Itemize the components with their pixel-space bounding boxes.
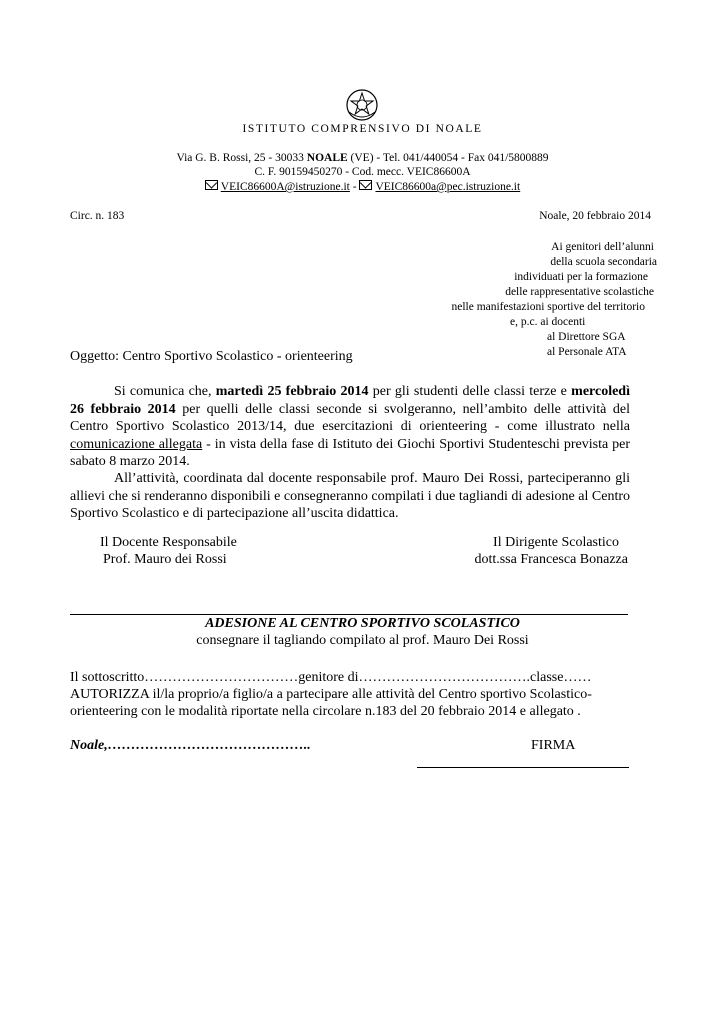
institute-name: ISTITUTO COMPRENSIVO DI NOALE	[242, 123, 483, 135]
envelope-icon	[205, 180, 218, 190]
recipient-line: e, p.c. ai docenti	[510, 316, 586, 328]
circular-number: Circ. n. 183	[70, 210, 125, 222]
subject-line: Oggetto: Centro Sportivo Scolastico - orienteering	[70, 349, 353, 364]
italian-republic-emblem-icon	[345, 88, 379, 122]
recipient-line: al Direttore SGA	[547, 331, 626, 343]
form-line-2: AUTORIZZA il/la proprio/a figlio/a a partecipare alle attività del Centro sportivo Scolastico-	[70, 687, 592, 702]
institute-address: Via G. B. Rossi, 25 - 30033 NOALE (VE) - Tel. 041/440054 - Fax 041/5800889	[176, 152, 549, 164]
recipient-line: Ai genitori dell’alunni	[551, 241, 654, 253]
place-date: Noale, 20 febbraio 2014	[539, 210, 651, 222]
signature-line	[417, 767, 629, 768]
recipient-line: delle rappresentative scolastiche	[505, 286, 654, 298]
body-paragraph-2: All’attività, coordinata dal docente responsabile prof. Mauro Dei Rossi, parteciperanno gli allievi che si renderanno disponibili e consegneranno compilati i due tagliandi di adesione al Centro Sportivo Scolastico e di partecipazione all’uscita didattica.	[70, 471, 630, 522]
form-signature-label: FIRMA	[531, 738, 576, 753]
recipient-line: al Personale ATA	[547, 346, 627, 358]
institute-codes: C. F. 90159450270 - Cod. mecc. VEIC86600A	[254, 166, 471, 178]
recipient-line: della scuola secondaria	[550, 256, 657, 268]
signature-right-role: Il Dirigente Scolastico	[493, 535, 619, 550]
recipient-line: nelle manifestazioni sportive del territorio	[451, 301, 645, 313]
form-subtitle: consegnare il tagliando compilato al prof. Mauro Dei Rossi	[196, 633, 529, 648]
recipient-line: individuati per la formazione	[514, 271, 648, 283]
envelope-icon	[359, 180, 372, 190]
cut-line	[70, 614, 628, 615]
signature-right-name: dott.ssa Francesca Bonazza	[474, 552, 628, 567]
form-line-3: orienteering con le modalità riportate nella circolare n.183 del 20 febbraio 2014 e allegato .	[70, 704, 581, 719]
form-line-1: Il sottoscritto……………………………genitore di……………………………….classe……	[70, 670, 592, 685]
email-link-2[interactable]: VEIC86600a@pec.istruzione.it	[375, 181, 521, 193]
body-paragraph-1: Si comunica che, martedì 25 febbraio 2014 per gli studenti delle classi terze e mercoledì 26 febbraio 2014 per quelli delle classi seconde si svolgeranno, nell’ambito delle attività del Centro Sportivo Scolastico 2013/14, due esercitazioni di orienteering - come illustrato nella comunicazione allegata - in vista della fase di Istituto dei Giochi Sportivi Studenteschi prevista per sabato 8 marzo 2014.	[70, 384, 630, 470]
attached-communication-link[interactable]: comunicazione allegata	[70, 436, 203, 452]
form-title: ADESIONE AL CENTRO SPORTIVO SCOLASTICO	[205, 616, 520, 631]
signature-left-name: Prof. Mauro dei Rossi	[103, 552, 227, 567]
institute-emails: VEIC86600A@istruzione.it - VEIC86600a@pec.istruzione.it	[0, 180, 725, 195]
form-place-date-field: Noale,……………………………………..	[70, 738, 311, 753]
email-link-1[interactable]: VEIC86600A@istruzione.it	[220, 181, 350, 193]
signature-left-role: Il Docente Responsabile	[100, 535, 237, 550]
